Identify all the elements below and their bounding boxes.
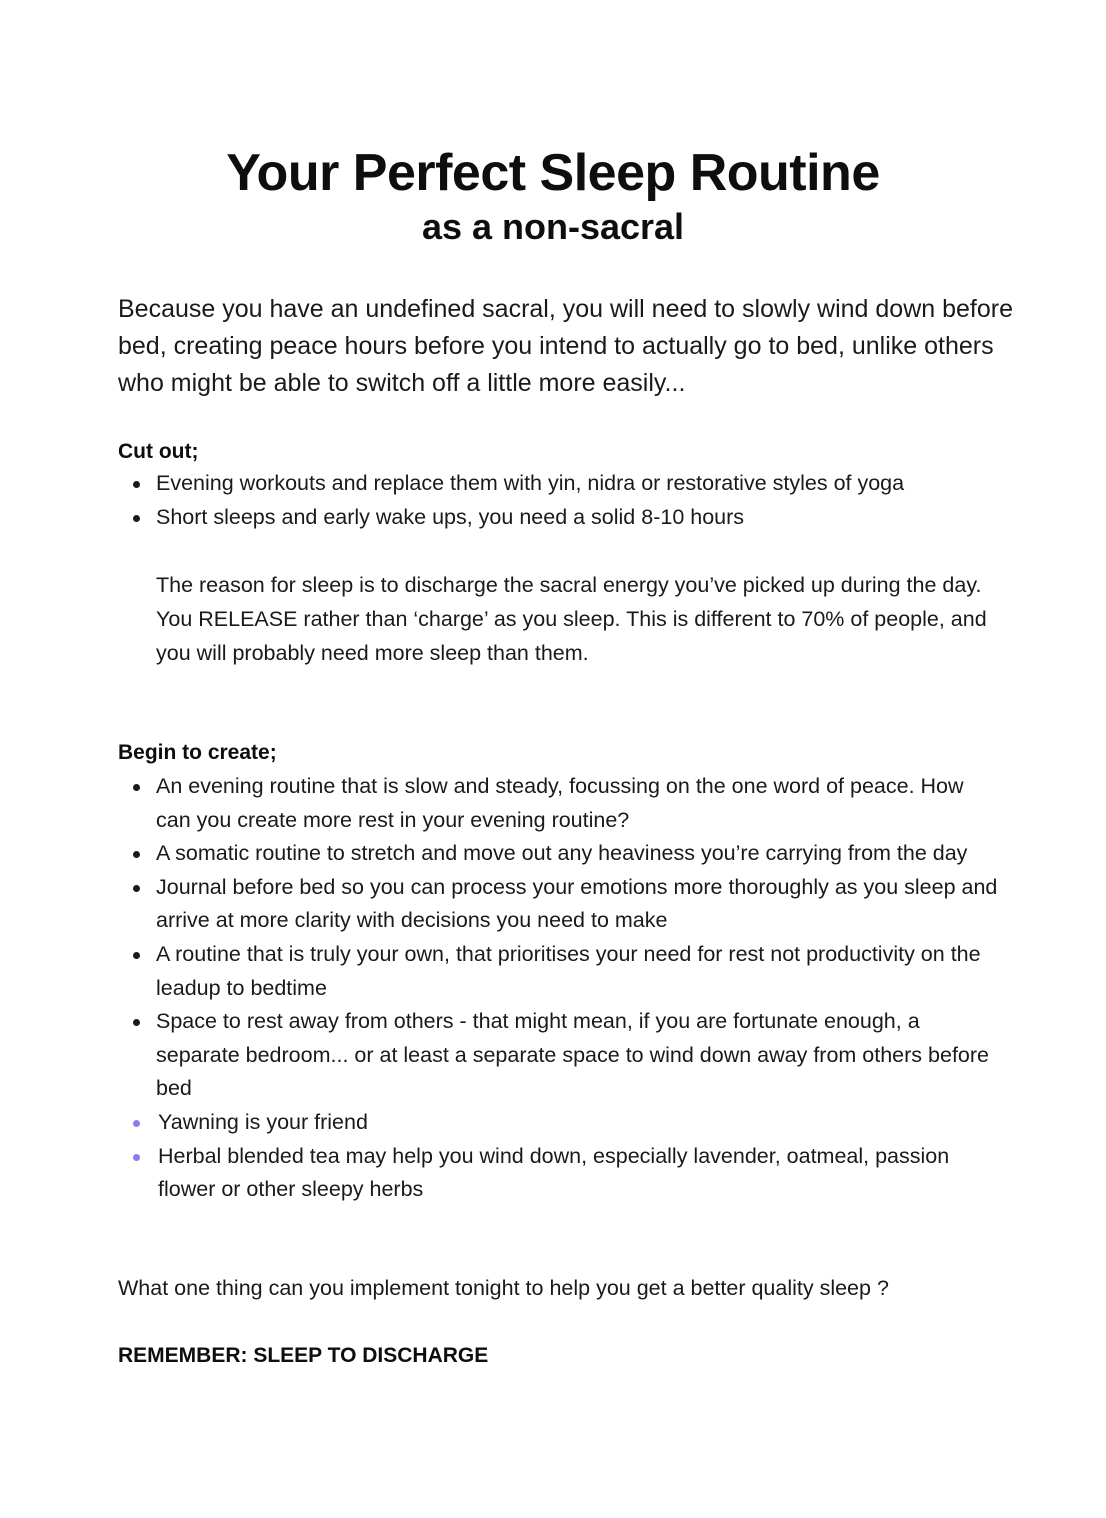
list-item: Evening workouts and replace them with yin, nidra or restorative styles of yoga bbox=[118, 467, 998, 501]
list-item: A routine that is truly your own, that prioritises your need for rest not productivity on the leadup to bedtime bbox=[118, 938, 998, 1005]
cut-out-heading: Cut out; bbox=[118, 440, 199, 463]
begin-to-create-list bbox=[118, 770, 998, 1207]
cut-out-note: The reason for sleep is to discharge the sacral energy you’ve picked up during the day. You RELEASE rather than ‘charge’ as you sleep. This is different to 70% of people, and you will probably need more sleep than them. bbox=[156, 573, 987, 665]
list-item: An evening routine that is slow and steady, focussing on the one word of peace. How can you create more rest in your evening routine? bbox=[118, 770, 998, 837]
list-item: A somatic routine to stretch and move out any heaviness you’re carrying from the day bbox=[118, 837, 998, 871]
reflection-question: What one thing can you implement tonight to help you get a better quality sleep ? bbox=[118, 1276, 889, 1300]
list-item: Space to rest away from others - that might mean, if you are fortunate enough, a separate bedroom... or at least a separate space to wind down away from others before bed bbox=[118, 1005, 998, 1106]
list-item: Herbal blended tea may help you wind down, especially lavender, oatmeal, passion flower or other sleepy herbs bbox=[118, 1140, 998, 1207]
list-item: Short sleeps and early wake ups, you need a solid 8-10 hours bbox=[118, 501, 998, 535]
remember-line: REMEMBER: SLEEP TO DISCHARGE bbox=[118, 1344, 489, 1367]
list-item: Yawning is your friend bbox=[118, 1106, 998, 1140]
intro-paragraph: Because you have an undefined sacral, you will need to slowly wind down before bed, creating peace hours before you intend to actually go to bed, unlike others who might be able to switch off a little more easily... bbox=[118, 295, 1013, 397]
list-item: Journal before bed so you can process your emotions more thoroughly as you sleep and arrive at more clarity with decisions you need to make bbox=[118, 871, 998, 938]
begin-to-create-heading: Begin to create; bbox=[118, 741, 277, 764]
document-title: Your Perfect Sleep Routine bbox=[226, 144, 880, 202]
cut-out-list bbox=[118, 467, 998, 534]
document-subtitle: as a non-sacral bbox=[421, 206, 685, 247]
